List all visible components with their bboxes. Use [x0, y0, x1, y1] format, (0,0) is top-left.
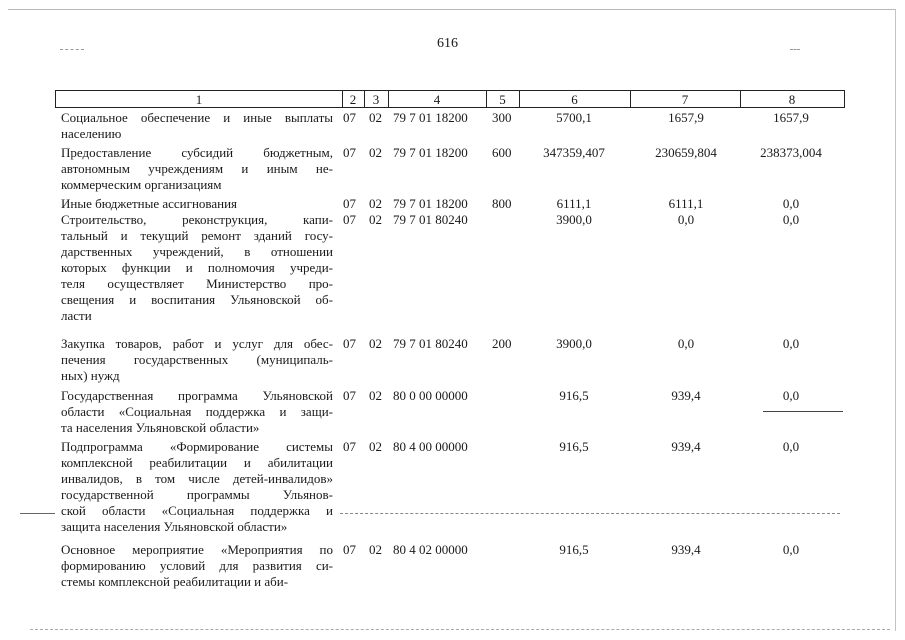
header-col-5: 5 — [499, 92, 506, 107]
row-section: 07 — [343, 212, 356, 227]
row-name-line: Иные бюджетные ассигнования — [61, 196, 238, 211]
row-value-col7: 6111,1 — [668, 196, 704, 211]
row-name-line: дарственных учреждений, в отношении — [61, 244, 333, 259]
row-section: 07 — [343, 542, 356, 557]
row-target-article: 79 7 01 18200 — [393, 196, 468, 211]
row-value-col6: 916,5 — [559, 388, 589, 403]
row-value-col8: 238373,004 — [760, 145, 822, 160]
row-name-line: стемы комплексной реабилитации и аби- — [61, 574, 289, 589]
row-target-article: 79 7 01 80240 — [393, 336, 468, 351]
header-col-3: 3 — [372, 92, 380, 107]
row-value-col8: 0,0 — [782, 196, 800, 211]
header-col-2: 2 — [349, 92, 357, 107]
row-name-line: ных) нужд — [61, 368, 120, 383]
row-name-line: ской области «Социальная поддержка и — [61, 503, 333, 518]
row-section: 07 — [343, 196, 356, 211]
row-value-col7: 0,0 — [677, 212, 695, 227]
row-name-line: теля осуществляет Министерство про- — [61, 276, 333, 291]
row-section: 07 — [343, 388, 356, 403]
row-name — [61, 196, 333, 212]
header-col-8: 8 — [788, 92, 796, 107]
table-header — [55, 90, 845, 108]
row-name-line: населению — [61, 126, 122, 141]
row-section: 07 — [343, 439, 356, 454]
row-target-article: 79 7 01 18200 — [393, 110, 468, 125]
row-value-col7: 939,4 — [671, 388, 701, 403]
scan-edge-top — [8, 9, 896, 10]
row-name-line: Основное мероприятие «Мероприятия по — [61, 542, 333, 557]
row-value-col6: 916,5 — [559, 542, 589, 557]
row-target-article: 80 0 00 00000 — [393, 388, 468, 403]
page-number: 616 — [437, 36, 458, 51]
row-value-col7: 1657,9 — [668, 110, 704, 125]
scan-mark-margin — [20, 513, 55, 514]
row-name-line: та населения Ульяновской области» — [61, 420, 260, 435]
row-target-article: 80 4 02 00000 — [393, 542, 468, 557]
row-target-article: 80 4 00 00000 — [393, 439, 468, 454]
row-name-line: тальный и текущий ремонт зданий госу- — [61, 228, 333, 243]
row-name-line: автономным учреждениям и иным не- — [61, 161, 333, 176]
row-name-line: формированию условий для развития си- — [61, 558, 333, 573]
row-value-col6: 3900,0 — [556, 336, 592, 351]
row-value-col7: 0,0 — [677, 336, 695, 351]
scan-edge-right — [895, 9, 896, 631]
row-target-article: 79 7 01 80240 — [393, 212, 468, 227]
row-value-col7: 939,4 — [671, 439, 701, 454]
row-value-col7: 939,4 — [671, 542, 701, 557]
row-section: 07 — [343, 145, 356, 160]
row-expense-type: 800 — [492, 196, 512, 211]
row-name-line: Подпрограмма «Формирование системы — [61, 439, 333, 454]
row-expense-type: 200 — [492, 336, 512, 351]
row-target-article: 79 7 01 18200 — [393, 145, 468, 160]
row-expense-type: 300 — [492, 110, 512, 125]
row-name-line: Государственная программа Ульяновской — [61, 388, 333, 403]
row-name — [61, 336, 333, 384]
scan-edge-bottom — [30, 629, 890, 630]
row-name — [61, 145, 333, 193]
row-name-line: защита населения Ульяновской области» — [61, 519, 288, 534]
row-name-line: Социальное обеспечение и иные выплаты — [61, 110, 333, 125]
row-value-col6: 6111,1 — [556, 196, 592, 211]
row-name-line: печения государственных (муниципаль- — [61, 352, 333, 367]
row-name-line: коммерческим организациям — [61, 177, 222, 192]
row-value-col6: 5700,1 — [556, 110, 592, 125]
row-value-col8: 0,0 — [782, 212, 800, 227]
row-section: 07 — [343, 336, 356, 351]
row-expense-type: 600 — [492, 145, 512, 160]
row-section: 07 — [343, 110, 356, 125]
row-name — [61, 439, 333, 535]
row-subsection: 02 — [369, 542, 382, 557]
header-col-6: 6 — [571, 92, 578, 107]
row-name — [61, 542, 333, 590]
row-subsection: 02 — [369, 439, 382, 454]
row-name-line: которых функции и полномочия учреди- — [61, 260, 333, 275]
row-name — [61, 388, 333, 436]
row-value-col6: 3900,0 — [556, 212, 592, 227]
row-name-line: области «Социальная поддержка и защи- — [61, 404, 333, 419]
header-col-7: 7 — [681, 92, 689, 107]
row-name-line: Закупка товаров, работ и услуг для обес- — [61, 336, 333, 351]
row-name-line: Строительство, реконструкция, капи- — [61, 212, 333, 227]
header-col-4: 4 — [433, 92, 441, 107]
row-value-col8: 0,0 — [782, 542, 800, 557]
row-value-col8: 1657,9 — [773, 110, 809, 125]
row-subsection: 02 — [369, 212, 382, 227]
row-subsection: 02 — [369, 196, 382, 211]
row-subsection: 02 — [369, 388, 382, 403]
row-name-line: Предоставление субсидий бюджетным, — [61, 145, 333, 160]
cell-underline — [763, 411, 843, 412]
row-name-line: комплексной реабилитации и абилитации — [61, 455, 333, 470]
row-value-col8: 0,0 — [782, 439, 800, 454]
scan-mark-row — [340, 513, 840, 514]
row-value-col6: 916,5 — [559, 439, 589, 454]
row-name-line: свещения и воспитания Ульяновской об- — [61, 292, 333, 307]
row-value-col7: 230659,804 — [655, 145, 717, 160]
row-name — [61, 212, 333, 324]
row-value-col8: 0,0 — [782, 336, 800, 351]
row-name — [61, 110, 333, 142]
row-name-line: инвалидов, в том числе детей-инвалидов» — [61, 471, 333, 486]
row-subsection: 02 — [369, 145, 382, 160]
row-name-line: ласти — [61, 308, 92, 323]
row-subsection: 02 — [369, 110, 382, 125]
row-value-col6: 347359,407 — [543, 145, 605, 160]
header-col-1: 1 — [195, 92, 203, 107]
row-subsection: 02 — [369, 336, 382, 351]
row-name-line: государственной программы Ульянов- — [61, 487, 333, 502]
row-value-col8: 0,0 — [782, 388, 800, 403]
